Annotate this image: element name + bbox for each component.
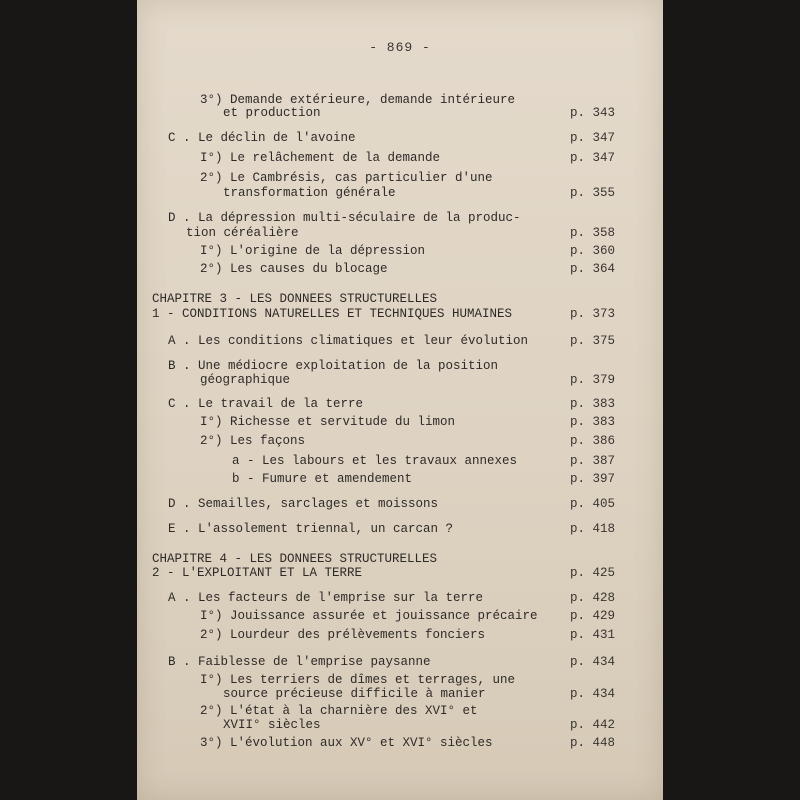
toc-entry-title: A . Les facteurs de l'emprise sur la terre <box>168 591 484 605</box>
toc-entry-title: 2°) Lourdeur des prélèvements fonciers <box>200 628 486 642</box>
toc-entry-title: I°) L'origine de la dépression <box>200 244 426 258</box>
toc-entry-page: p. 448 <box>569 736 615 750</box>
toc-entry-title: C . Le déclin de l'avoine <box>168 131 356 145</box>
toc-entry-title: I°) Richesse et servitude du limon <box>200 415 456 429</box>
toc-entry-page: p. 383 <box>569 415 615 429</box>
toc-entry-title: 2°) Les causes du blocage <box>200 262 388 276</box>
toc-entry-page: p. 425 <box>569 566 615 580</box>
toc-entry-title: B . Une médiocre exploitation de la position <box>168 359 499 373</box>
toc-entry-page: p. 405 <box>569 497 615 511</box>
toc-entry-title: CHAPITRE 3 - LES DONNEES STRUCTURELLES <box>152 292 438 306</box>
toc-entry-title: I°) Les terriers de dîmes et terrages, une <box>200 673 516 687</box>
toc-entry-title: transformation générale <box>223 186 396 200</box>
toc-entry-title: 2 - L'EXPLOITANT ET LA TERRE <box>152 566 363 580</box>
page-number: - 869 - <box>369 40 431 55</box>
toc-entry-page: p. 429 <box>569 609 615 623</box>
toc-entry-page: p. 397 <box>569 472 615 486</box>
toc-entry-title: tion céréalière <box>186 226 299 240</box>
toc-entry-page: p. 358 <box>569 226 615 240</box>
toc-entry-page: p. 431 <box>569 628 615 642</box>
toc-entry-page: p. 347 <box>569 151 615 165</box>
toc-entry-page: p. 386 <box>569 434 615 448</box>
toc-entry-page: p. 355 <box>569 186 615 200</box>
book-page <box>137 0 663 800</box>
toc-entry-title: 2°) Le Cambrésis, cas particulier d'une <box>200 171 493 185</box>
toc-entry-page: p. 360 <box>569 244 615 258</box>
toc-entry-title: b - Fumure et amendement <box>232 472 413 486</box>
toc-entry-page: p. 428 <box>569 591 615 605</box>
toc-entry-title: C . Le travail de la terre <box>168 397 364 411</box>
toc-entry-title: A . Les conditions climatiques et leur évolution <box>168 334 529 348</box>
toc-entry-title: et production <box>223 106 321 120</box>
toc-entry-page: p. 387 <box>569 454 615 468</box>
toc-entry-page: p. 343 <box>569 106 615 120</box>
toc-entry-title: B . Faiblesse de l'emprise paysanne <box>168 655 431 669</box>
toc-entry-page: p. 364 <box>569 262 615 276</box>
toc-entry-page: p. 375 <box>569 334 615 348</box>
toc-entry-title: I°) Le relâchement de la demande <box>200 151 441 165</box>
toc-entry-title: a - Les labours et les travaux annexes <box>232 454 518 468</box>
toc-entry-page: p. 383 <box>569 397 615 411</box>
toc-entry-title: géographique <box>200 373 291 387</box>
toc-entry-title: E . L'assolement triennal, un carcan ? <box>168 522 454 536</box>
toc-entry-page: p. 418 <box>569 522 615 536</box>
toc-entry-title: 2°) L'état à la charnière des XVI° et <box>200 704 478 718</box>
toc-entry-page: p. 442 <box>569 718 615 732</box>
toc-entry-title: 3°) Demande extérieure, demande intérieure <box>200 93 516 107</box>
toc-entry-title: 3°) L'évolution aux XV° et XVI° siècles <box>200 736 493 750</box>
toc-entry-page: p. 434 <box>569 655 615 669</box>
toc-entry-title: 1 - CONDITIONS NATURELLES ET TECHNIQUES HUMAINES <box>152 307 513 321</box>
toc-entry-title: CHAPITRE 4 - LES DONNEES STRUCTURELLES <box>152 552 438 566</box>
toc-entry-page: p. 434 <box>569 687 615 701</box>
toc-entry-page: p. 379 <box>569 373 615 387</box>
toc-entry-title: D . La dépression multi-séculaire de la produc- <box>168 211 521 225</box>
toc-entry-title: source précieuse difficile à manier <box>223 687 486 701</box>
toc-entry-page: p. 347 <box>569 131 615 145</box>
toc-entry-page: p. 373 <box>569 307 615 321</box>
toc-entry-title: 2°) Les façons <box>200 434 306 448</box>
toc-entry-title: I°) Jouissance assurée et jouissance précaire <box>200 609 538 623</box>
toc-entry-title: XVII° siècles <box>223 718 321 732</box>
toc-entry-title: D . Semailles, sarclages et moissons <box>168 497 439 511</box>
